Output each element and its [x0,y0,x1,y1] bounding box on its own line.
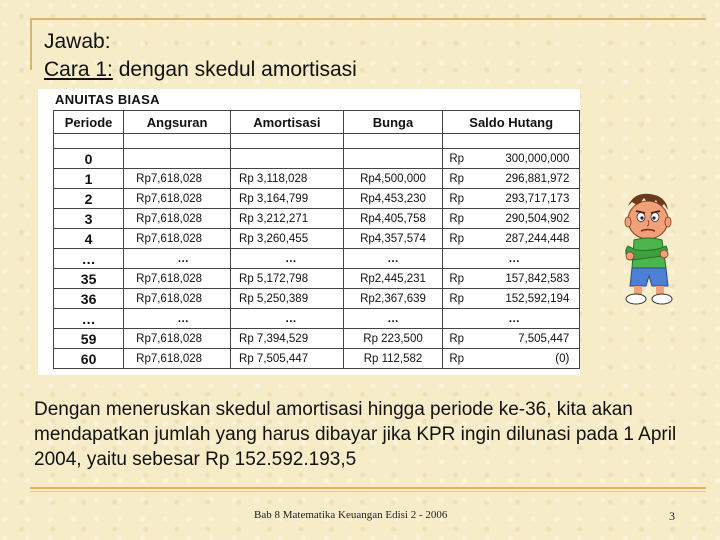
saldo-value: … [508,312,520,325]
explanation-paragraph: Dengan meneruskan skedul amortisasi hingga periode ke-36, kita akan mendapatkan jumlah yang harus dibayar jika KPR ingin dilunasi pada 1 April 2004, yaitu sebesar Rp 152.592.193,5 [34,399,677,470]
cell-angsuran: Rp7,618,028 [124,209,231,229]
frame-left-line [30,18,32,70]
cell-bunga: Rp4,357,574 [343,229,443,249]
saldo-currency: Rp [449,192,465,205]
cell-amortisasi: Rp 3,260,455 [231,229,344,249]
saldo-value: (0) [555,352,570,365]
saldo-value: … [508,252,520,265]
saldo-currency: Rp [449,152,465,165]
frame-top-line [30,18,706,20]
cell-bunga: … [343,249,443,269]
table-row [54,349,580,369]
cell-periode: … [54,309,124,329]
header-amortisasi: Amortisasi [231,111,344,134]
table-header-row [54,111,580,134]
cell-angsuran: Rp7,618,028 [124,329,231,349]
cell-saldo-hutang [443,189,580,209]
cell-periode: 3 [54,209,124,229]
saldo-value: 152,592,194 [505,292,570,305]
cell-bunga: Rp 112,582 [343,349,443,369]
cell-periode: 1 [54,169,124,189]
header-bunga: Bunga [343,111,443,134]
cell-saldo-hutang [443,289,580,309]
cell-angsuran: Rp7,618,028 [124,229,231,249]
saldo-currency: Rp [449,292,465,305]
cell-amortisasi: Rp 7,394,529 [231,329,344,349]
saldo-currency: Rp [449,212,465,225]
cell-amortisasi: … [231,249,344,269]
cell-angsuran: Rp7,618,028 [124,289,231,309]
cell-bunga: Rp 223,500 [343,329,443,349]
table-row [54,269,580,289]
header-periode: Periode [54,111,124,134]
table-row [54,329,580,349]
table-row [54,189,580,209]
cell-periode: … [54,249,124,269]
table-row [54,229,580,249]
cell-amortisasi: Rp 3,164,799 [231,189,344,209]
cell-angsuran: … [124,249,231,269]
frame-bottom-line [30,487,706,489]
cell-saldo-hutang [443,269,580,289]
cell-bunga: Rp4,500,000 [343,169,443,189]
table-row [54,169,580,189]
cell-periode: 4 [54,229,124,249]
slide-footer: Bab 8 Matematika Keuangan Edisi 2 - 2006 [254,509,448,521]
cell-bunga: Rp4,453,230 [343,189,443,209]
cell-saldo-hutang [443,249,580,269]
saldo-currency: Rp [449,272,465,285]
saldo-value: 293,717,173 [505,192,570,205]
frame-bottom-line-thin [30,491,706,492]
cell-angsuran: Rp7,618,028 [124,189,231,209]
cell-angsuran: Rp7,618,028 [124,349,231,369]
cell-bunga: Rp2,367,639 [343,289,443,309]
saldo-value: 7,505,447 [518,332,570,345]
cell-saldo-hutang [443,349,580,369]
table-row [54,249,580,269]
cell-bunga: Rp4,405,758 [343,209,443,229]
cell-amortisasi: … [231,309,344,329]
saldo-currency: Rp [449,332,465,345]
slide-subtitle [44,58,357,82]
table-spacer-row [54,134,580,149]
cell-saldo-hutang [443,169,580,189]
cell-bunga: Rp2,445,231 [343,269,443,289]
cell-saldo-hutang [443,229,580,249]
table-row [54,149,580,169]
cell-angsuran [124,149,231,169]
cell-amortisasi: Rp 3,212,271 [231,209,344,229]
saldo-value: 157,842,583 [505,272,570,285]
header-saldo-hutang: Saldo Hutang [443,111,580,134]
saldo-value: 290,504,902 [505,212,570,225]
cell-periode: 60 [54,349,124,369]
amortization-panel [38,89,580,375]
cell-saldo-hutang [443,329,580,349]
subtitle-method: Cara 1: [44,58,113,81]
cell-saldo-hutang [443,309,580,329]
cell-angsuran: … [124,309,231,329]
cell-bunga: … [343,309,443,329]
cell-amortisasi: Rp 3,118,028 [231,169,344,189]
page-number: 3 [669,509,675,523]
cell-amortisasi: Rp 7,505,447 [231,349,344,369]
cell-periode: 0 [54,149,124,169]
cell-amortisasi: Rp 5,250,389 [231,289,344,309]
table-row [54,309,580,329]
cell-saldo-hutang [443,209,580,229]
cell-angsuran: Rp7,618,028 [124,169,231,189]
saldo-currency: Rp [449,172,465,185]
table-row [54,289,580,309]
saldo-currency: Rp [449,232,465,245]
subtitle-text: dengan skedul amortisasi [112,58,357,81]
saldo-value: 300,000,000 [505,152,570,165]
cell-periode: 2 [54,189,124,209]
slide-title: Jawab: [44,30,111,53]
cell-amortisasi: Rp 5,172,798 [231,269,344,289]
cell-periode: 59 [54,329,124,349]
cell-bunga [343,149,443,169]
cell-periode: 36 [54,289,124,309]
cell-amortisasi [231,149,344,169]
cartoon-boy-illustration [614,190,682,308]
cell-saldo-hutang [443,149,580,169]
saldo-currency: Rp [449,352,465,365]
saldo-value: 296,881,972 [505,172,570,185]
table-heading: ANUITAS BIASA [55,92,160,107]
cell-angsuran: Rp7,618,028 [124,269,231,289]
cell-periode: 35 [54,269,124,289]
table-body [54,149,580,369]
header-angsuran: Angsuran [124,111,231,134]
saldo-value: 287,244,448 [505,232,570,245]
table-row [54,209,580,229]
amortization-table [53,110,580,369]
